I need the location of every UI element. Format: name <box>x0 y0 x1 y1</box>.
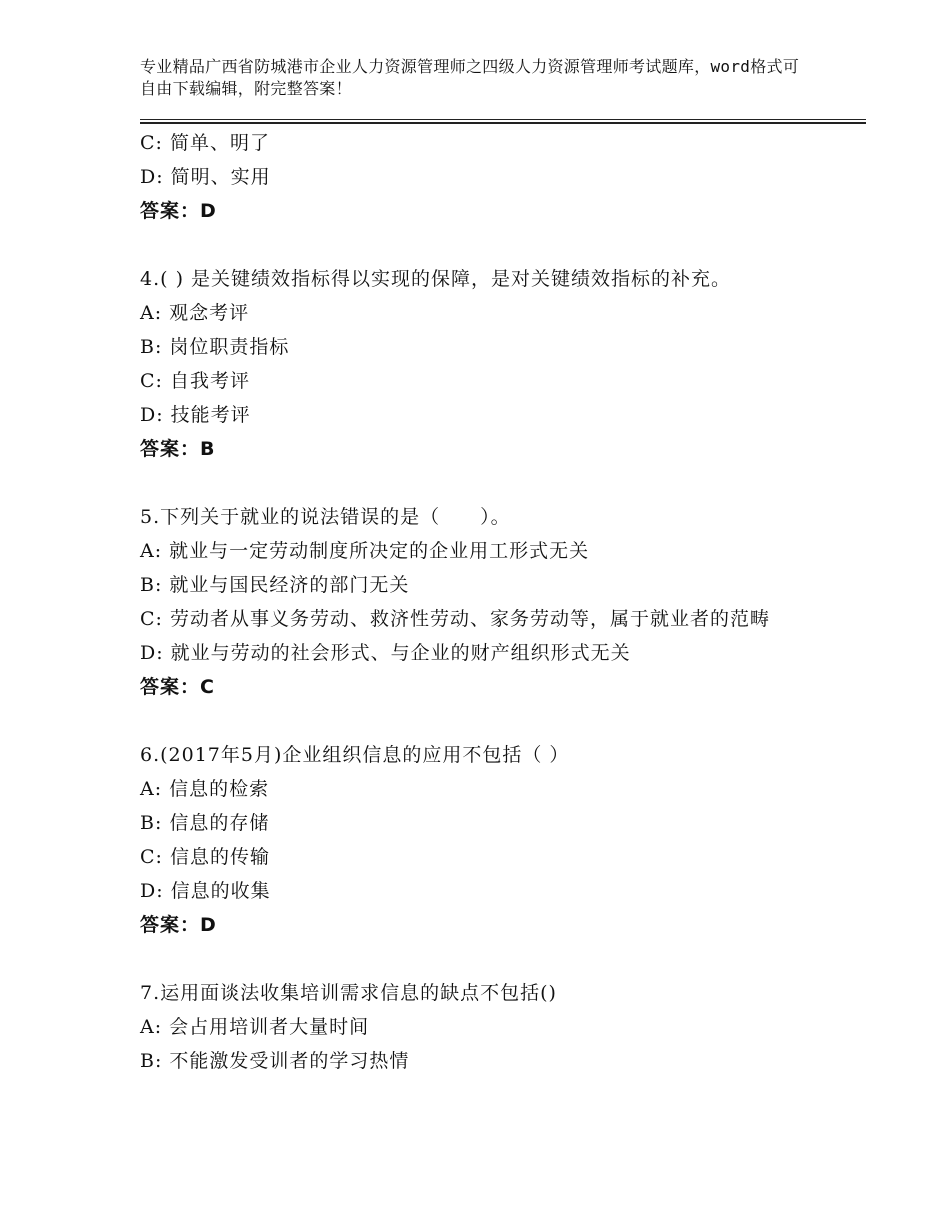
question-stem: 7.运用面谈法收集培训需求信息的缺点不包括() <box>140 982 557 1004</box>
option-b: B: 岗位职责指标 <box>140 336 290 358</box>
question-7 <box>140 976 820 1078</box>
option-c: C: 信息的传输 <box>140 846 270 868</box>
option-b: B: 信息的存储 <box>140 812 270 834</box>
question-6 <box>140 738 820 942</box>
option-a: A: 观念考评 <box>140 302 250 324</box>
option-a: A: 会占用培训者大量时间 <box>140 1016 370 1038</box>
option-b: B: 不能激发受训者的学习热情 <box>140 1050 410 1072</box>
spacer <box>140 942 820 976</box>
question-3-tail <box>140 126 820 228</box>
answer-label: 答案：D <box>140 914 217 936</box>
option-d: D: 技能考评 <box>140 404 251 426</box>
spacer <box>140 228 820 262</box>
spacer <box>140 466 820 500</box>
question-stem: 4.( ) 是关键绩效指标得以实现的保障，是对关键绩效指标的补充。 <box>140 268 732 290</box>
page-header: 专业精品广西省防城港市企业人力资源管理师之四级人力资源管理师考试题库，word格式可自由下载编辑，附完整答案！ <box>140 57 800 98</box>
question-4 <box>140 262 820 466</box>
document-body <box>140 126 820 1078</box>
option-c: C: 自我考评 <box>140 370 250 392</box>
answer-label: 答案：D <box>140 200 217 222</box>
option-b: B: 就业与国民经济的部门无关 <box>140 574 410 596</box>
question-stem: 5.下列关于就业的说法错误的是（ ）。 <box>140 506 511 528</box>
question-stem: 6.(2017年5月)企业组织信息的应用不包括（ ） <box>140 744 570 766</box>
spacer <box>140 704 820 738</box>
answer-label: 答案：B <box>140 438 216 460</box>
header-rule-thin <box>140 119 866 120</box>
header-rule-thick <box>140 122 866 124</box>
option-d: D: 就业与劳动的社会形式、与企业的财产组织形式无关 <box>140 642 631 664</box>
answer-label: 答案：C <box>140 676 215 698</box>
option-d: D: 简明、实用 <box>140 166 271 188</box>
option-c: C: 劳动者从事义务劳动、救济性劳动、家务劳动等，属于就业者的范畴 <box>140 608 770 630</box>
question-5 <box>140 500 820 704</box>
option-c: C: 简单、明了 <box>140 132 270 154</box>
option-a: A: 信息的检索 <box>140 778 270 800</box>
option-d: D: 信息的收集 <box>140 880 271 902</box>
option-a: A: 就业与一定劳动制度所决定的企业用工形式无关 <box>140 540 590 562</box>
